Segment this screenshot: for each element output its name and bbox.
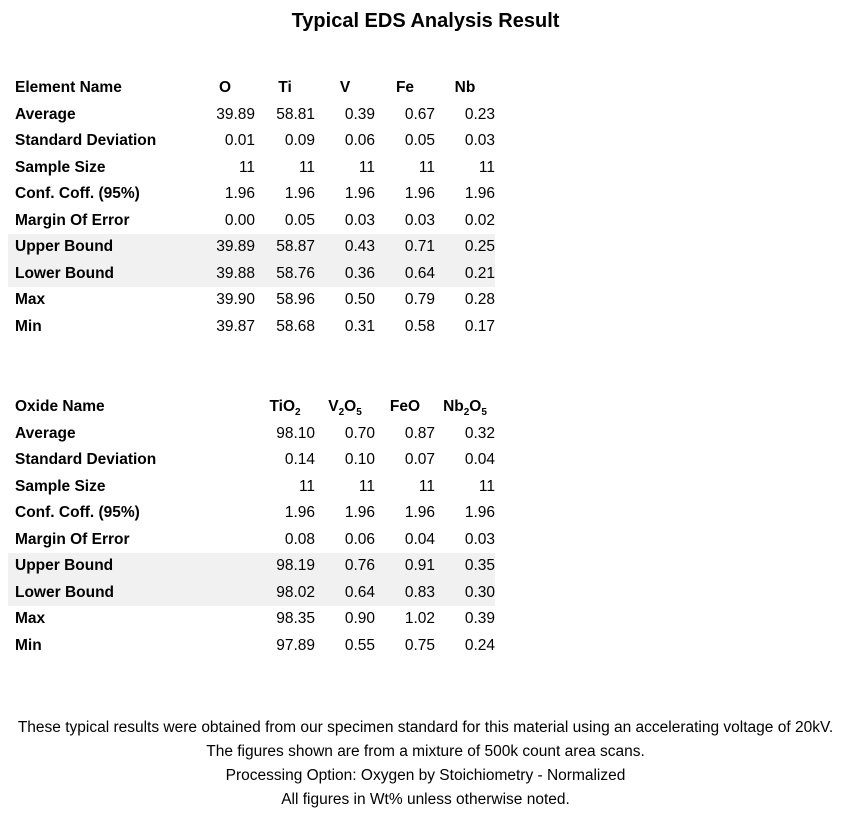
value-cell: 39.89 xyxy=(216,105,256,123)
value-cell: 0.07 xyxy=(404,451,435,468)
value-cell: 1.96 xyxy=(404,185,435,202)
value-cell: 58.68 xyxy=(276,317,316,335)
spacer-cell xyxy=(195,606,255,633)
table-row xyxy=(8,633,495,660)
value-cell: 0.21 xyxy=(464,264,495,282)
row-label: Upper Bound xyxy=(15,238,114,255)
table-header-row xyxy=(8,75,495,102)
value-cell: 11 xyxy=(478,158,495,176)
row-label: Average xyxy=(15,424,76,442)
row-label: Upper Bound xyxy=(15,557,114,574)
value-cell: 0.30 xyxy=(464,583,495,601)
table-row xyxy=(8,474,495,501)
value-cell: 0.31 xyxy=(344,317,376,335)
table-row xyxy=(8,527,495,554)
value-cell: 0.39 xyxy=(464,610,495,627)
value-cell: 0.09 xyxy=(284,132,316,149)
row-label: Standard Deviation xyxy=(15,132,157,149)
footer-line: Processing Option: Oxygen by Stoichiometry - Normalized xyxy=(225,767,626,784)
value-cell: 0.00 xyxy=(224,211,256,229)
spacer-cell xyxy=(195,633,255,660)
row-label: Max xyxy=(15,610,46,627)
value-cell: 0.83 xyxy=(404,583,435,601)
row-label: Conf. Coff. (95%) xyxy=(15,185,140,202)
value-cell: 1.96 xyxy=(344,504,376,521)
table-row xyxy=(8,181,495,208)
spacer-cell xyxy=(195,474,255,501)
table-header-label: Element Name xyxy=(15,79,122,96)
value-cell: 0.58 xyxy=(404,317,435,335)
row-label: Min xyxy=(15,636,42,654)
spacer-cell xyxy=(195,553,255,580)
row-label: Sample Size xyxy=(15,158,106,176)
table-row xyxy=(8,155,495,182)
spacer-cell xyxy=(195,527,255,554)
row-label: Average xyxy=(15,105,76,123)
spacer-cell xyxy=(195,394,255,421)
value-cell: 98.10 xyxy=(276,424,316,442)
value-cell: 39.90 xyxy=(216,291,256,308)
value-cell: 0.05 xyxy=(284,211,316,229)
value-cell: 0.76 xyxy=(344,557,376,574)
table-header-label: Oxide Name xyxy=(15,398,105,415)
table-row xyxy=(8,261,495,288)
table-row xyxy=(8,447,495,474)
value-cell: 0.23 xyxy=(464,105,495,123)
table-row xyxy=(8,208,495,235)
value-cell: 0.04 xyxy=(404,530,435,548)
value-cell: 1.96 xyxy=(224,185,256,202)
value-cell: 0.03 xyxy=(344,211,376,229)
value-cell: 0.91 xyxy=(404,557,435,574)
value-cell: 0.87 xyxy=(404,424,435,442)
value-cell: 98.19 xyxy=(276,557,316,574)
value-cell: 58.87 xyxy=(276,238,316,255)
value-cell: 11 xyxy=(358,158,376,176)
table-row xyxy=(8,102,495,129)
table-row xyxy=(8,580,495,607)
value-cell: 0.75 xyxy=(404,636,435,654)
value-cell: 1.96 xyxy=(464,504,495,521)
value-cell: 0.03 xyxy=(404,211,435,229)
value-cell: 0.05 xyxy=(404,132,435,149)
value-cell: 0.17 xyxy=(464,317,495,335)
table-row xyxy=(8,234,495,261)
value-cell: 1.02 xyxy=(404,610,435,627)
value-cell: 0.39 xyxy=(344,105,376,123)
row-label: Max xyxy=(15,291,46,308)
value-cell: 0.28 xyxy=(464,291,495,308)
value-cell: 0.08 xyxy=(284,530,316,548)
value-cell: 0.71 xyxy=(404,238,435,255)
value-cell: 39.88 xyxy=(216,264,256,282)
oxide-analysis-table xyxy=(8,394,495,659)
table-header-row xyxy=(8,394,495,421)
column-header: Nb xyxy=(454,79,476,96)
value-cell: 98.02 xyxy=(276,583,316,601)
value-cell: 0.35 xyxy=(464,557,495,574)
value-cell: 0.43 xyxy=(344,238,376,255)
spacer-cell xyxy=(195,421,255,448)
value-cell: 98.35 xyxy=(276,610,316,627)
value-cell: 39.89 xyxy=(216,238,256,255)
value-cell: 0.36 xyxy=(344,264,376,282)
table-row xyxy=(8,314,495,341)
table-row xyxy=(8,500,495,527)
column-header: V xyxy=(339,79,351,96)
value-cell: 58.81 xyxy=(276,105,316,123)
value-cell: 1.96 xyxy=(284,185,316,202)
column-header: $Nb_2O_5$ xyxy=(443,398,487,419)
value-cell: 0.10 xyxy=(344,451,376,468)
value-cell: 1.96 xyxy=(464,185,495,202)
value-cell: 0.50 xyxy=(344,291,376,308)
value-cell: 0.04 xyxy=(464,451,495,468)
value-cell: 1.96 xyxy=(344,185,376,202)
table-row xyxy=(8,553,495,580)
value-cell: 0.24 xyxy=(464,636,495,654)
value-cell: 0.32 xyxy=(464,424,495,442)
value-cell: 0.06 xyxy=(344,530,376,548)
value-cell: 0.67 xyxy=(404,105,435,123)
value-cell: 58.76 xyxy=(276,264,316,282)
value-cell: 0.06 xyxy=(344,132,376,149)
value-cell: 0.70 xyxy=(344,424,376,442)
column-header: O xyxy=(219,79,232,96)
column-header: Ti xyxy=(278,79,292,96)
row-label: Lower Bound xyxy=(15,264,115,282)
column-header: $V_2O_5$ xyxy=(328,398,362,419)
table-row xyxy=(8,128,495,155)
value-cell: 0.55 xyxy=(344,636,376,654)
value-cell: 11 xyxy=(478,477,495,495)
row-label: Conf. Coff. (95%) xyxy=(15,504,140,521)
value-cell: 0.25 xyxy=(464,238,495,255)
spacer-cell xyxy=(195,580,255,607)
footer-line: These typical results were obtained from our specimen standard for this material using an accelerating voltage of 20kV. xyxy=(17,719,834,736)
value-cell: 11 xyxy=(418,477,435,495)
value-cell: 0.14 xyxy=(284,451,316,468)
row-label: Standard Deviation xyxy=(15,451,157,468)
row-label: Sample Size xyxy=(15,477,106,495)
page-title: Typical EDS Analysis Result xyxy=(291,10,560,32)
row-label: Margin Of Error xyxy=(15,211,130,229)
element-analysis-table xyxy=(8,75,495,340)
value-cell: 0.90 xyxy=(344,610,376,627)
spacer-cell xyxy=(195,447,255,474)
value-cell: 0.64 xyxy=(344,583,376,601)
footer-notes xyxy=(0,716,851,812)
value-cell: 1.96 xyxy=(284,504,316,521)
value-cell: 0.79 xyxy=(404,291,435,308)
footer-line: The figures shown are from a mixture of 500k count area scans. xyxy=(206,743,645,760)
value-cell: 39.87 xyxy=(216,317,256,335)
row-label: Lower Bound xyxy=(15,583,115,601)
value-cell: 0.64 xyxy=(404,264,435,282)
row-label: Margin Of Error xyxy=(15,530,130,548)
value-cell: 11 xyxy=(238,158,256,176)
value-cell: 1.96 xyxy=(404,504,435,521)
column-header: FeO xyxy=(389,398,421,415)
column-header: Fe xyxy=(395,79,415,96)
value-cell: 11 xyxy=(298,477,316,495)
spacer-cell xyxy=(195,500,255,527)
table-row xyxy=(8,606,495,633)
value-cell: 0.01 xyxy=(224,132,256,149)
value-cell: 11 xyxy=(418,158,435,176)
value-cell: 0.02 xyxy=(464,211,495,229)
value-cell: 0.03 xyxy=(464,132,495,149)
row-label: Min xyxy=(15,317,42,335)
table-row xyxy=(8,421,495,448)
table-row xyxy=(8,287,495,314)
value-cell: 58.96 xyxy=(276,291,316,308)
footer-line: All figures in Wt% unless otherwise noted. xyxy=(281,791,570,808)
value-cell: 0.03 xyxy=(464,530,495,548)
value-cell: 97.89 xyxy=(276,636,316,654)
value-cell: 11 xyxy=(298,158,316,176)
column-header: TiO$_2$ xyxy=(269,398,301,419)
value-cell: 11 xyxy=(358,477,376,495)
